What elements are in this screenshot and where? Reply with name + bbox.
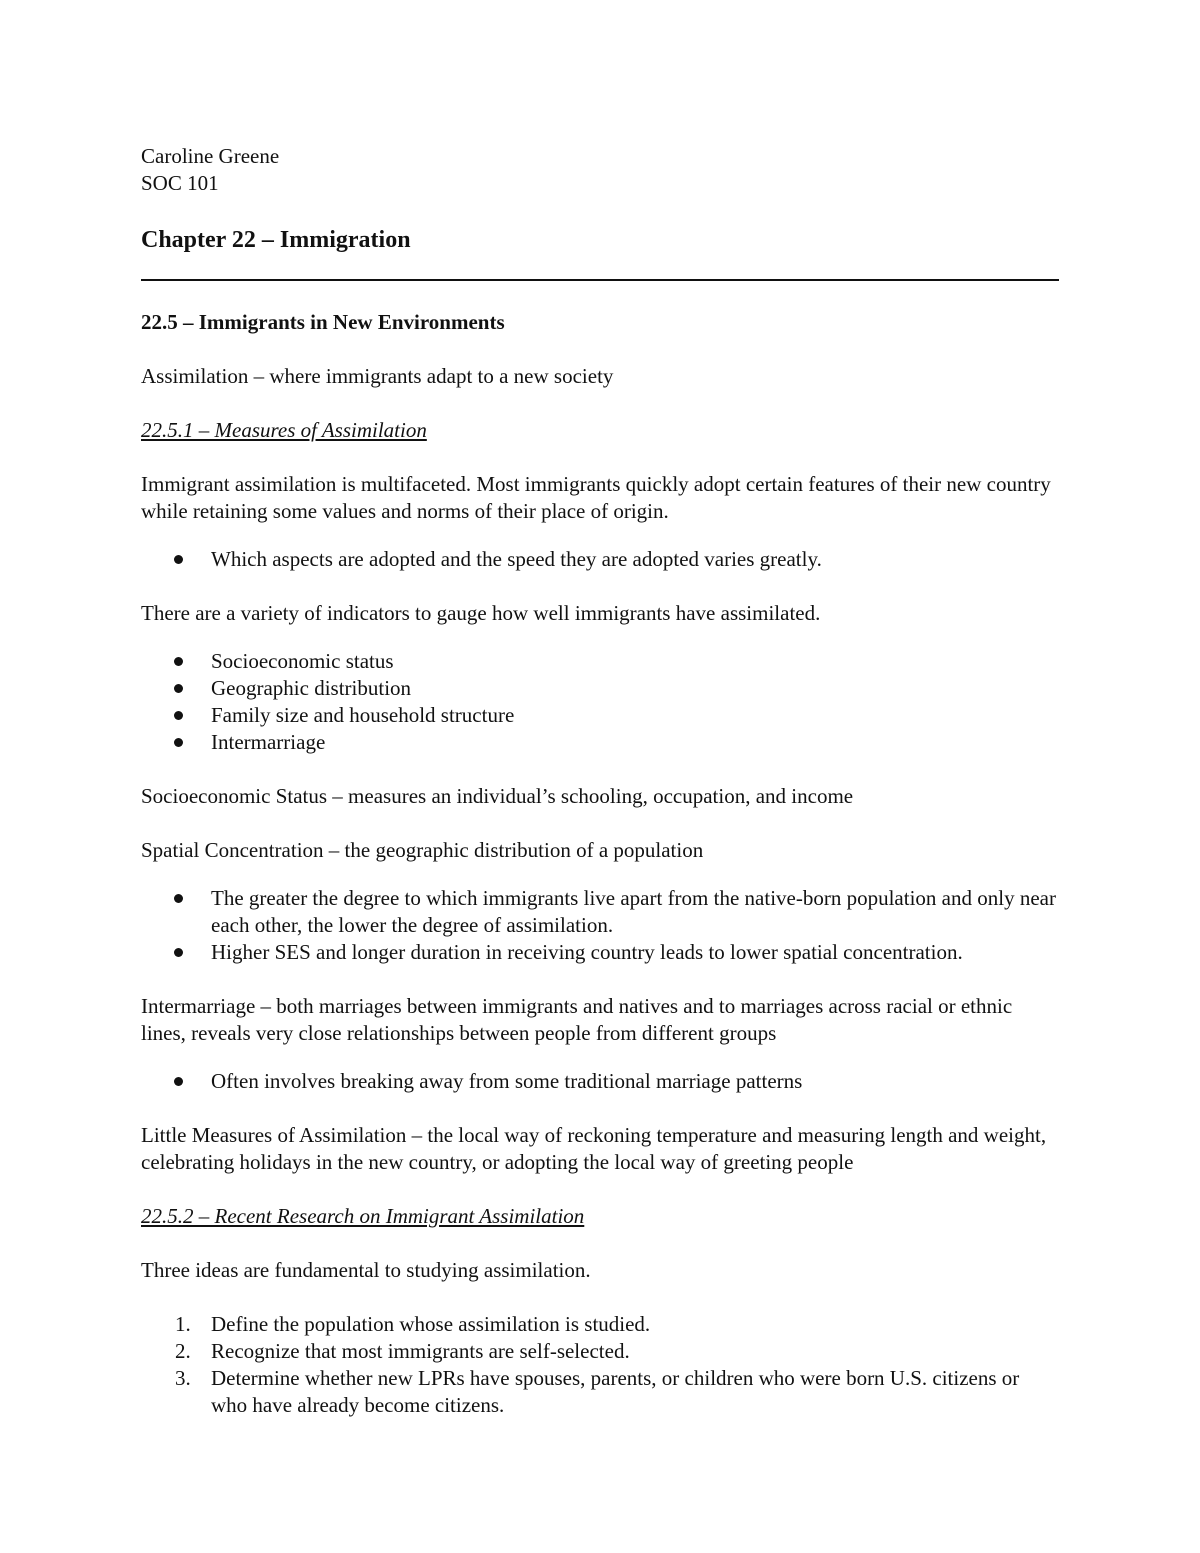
chapter-title: Chapter 22 – Immigration [141, 227, 411, 253]
list-item-text: Higher SES and longer duration in receiving country leads to lower spatial concentration. [211, 940, 963, 964]
list-item [141, 1068, 1059, 1095]
bullet-icon [174, 555, 183, 564]
list-number: 1. [175, 1312, 191, 1336]
list-item [141, 939, 1059, 966]
bullet-icon [174, 738, 183, 747]
list-item [141, 648, 1059, 675]
author-name: Caroline Greene [141, 144, 280, 168]
list-item [141, 885, 1059, 939]
bullet-icon [174, 948, 183, 957]
ses-definition: Socioeconomic Status – measures an individual’s schooling, occupation, and income [141, 784, 854, 808]
list-item-text: The greater the degree to which immigrants live apart from the native-born population and only near each other, the lower the degree of assimilation. [211, 886, 1056, 937]
list-number: 2. [175, 1339, 191, 1363]
research-intro: Three ideas are fundamental to studying assimilation. [141, 1258, 591, 1282]
assimilation-intro-paragraph: Immigrant assimilation is multifaceted. Most immigrants quickly adopt certain features of their new country while retaining some values and norms of their place of origin. [141, 472, 1051, 523]
spatial-definition: Spatial Concentration – the geographic distribution of a population [141, 838, 704, 862]
intro-bullet-list [141, 546, 1059, 573]
title-divider [141, 279, 1059, 281]
list-item-text: Intermarriage [211, 730, 326, 754]
list-item [141, 1311, 1059, 1338]
assimilation-definition: Assimilation – where immigrants adapt to a new society [141, 364, 614, 388]
spatial-bullet-list [141, 885, 1059, 966]
indicators-intro: There are a variety of indicators to gauge how well immigrants have assimilated. [141, 601, 821, 625]
list-item [141, 546, 1059, 573]
subsection-title-research: 22.5.2 – Recent Research on Immigrant Assimilation [141, 1204, 585, 1228]
little-measures-definition: Little Measures of Assimilation – the local way of reckoning temperature and measuring length and weight, celebrating holidays in the new country, or adopting the local way of greeting people [141, 1123, 1047, 1174]
list-item-text: Which aspects are adopted and the speed they are adopted varies greatly. [211, 547, 822, 571]
list-item-text: Define the population whose assimilation is studied. [211, 1312, 651, 1336]
research-numbered-list [141, 1311, 1059, 1419]
bullet-icon [174, 1077, 183, 1086]
document-page [141, 143, 1059, 1419]
list-item [141, 729, 1059, 756]
subsection-title-measures: 22.5.1 – Measures of Assimilation [141, 418, 427, 442]
list-item [141, 675, 1059, 702]
list-item-text: Socioeconomic status [211, 649, 394, 673]
bullet-icon [174, 684, 183, 693]
list-number: 3. [175, 1366, 191, 1390]
list-item [141, 1365, 1059, 1419]
course-code: SOC 101 [141, 171, 219, 195]
list-item [141, 702, 1059, 729]
list-item-text: Recognize that most immigrants are self-selected. [211, 1339, 630, 1363]
indicators-list [141, 648, 1059, 756]
intermarriage-definition: Intermarriage – both marriages between immigrants and natives and to marriages across racial or ethnic lines, reveals very close relationships between people from different groups [141, 994, 1013, 1045]
section-title: 22.5 – Immigrants in New Environments [141, 310, 505, 334]
list-item-text: Determine whether new LPRs have spouses, parents, or children who were born U.S. citizens or who have already become citizens. [211, 1366, 1020, 1417]
list-item-text: Often involves breaking away from some traditional marriage patterns [211, 1069, 803, 1093]
intermarriage-bullet-list [141, 1068, 1059, 1095]
list-item [141, 1338, 1059, 1365]
bullet-icon [174, 657, 183, 666]
bullet-icon [174, 894, 183, 903]
list-item-text: Geographic distribution [211, 676, 412, 700]
bullet-icon [174, 711, 183, 720]
list-item-text: Family size and household structure [211, 703, 515, 727]
